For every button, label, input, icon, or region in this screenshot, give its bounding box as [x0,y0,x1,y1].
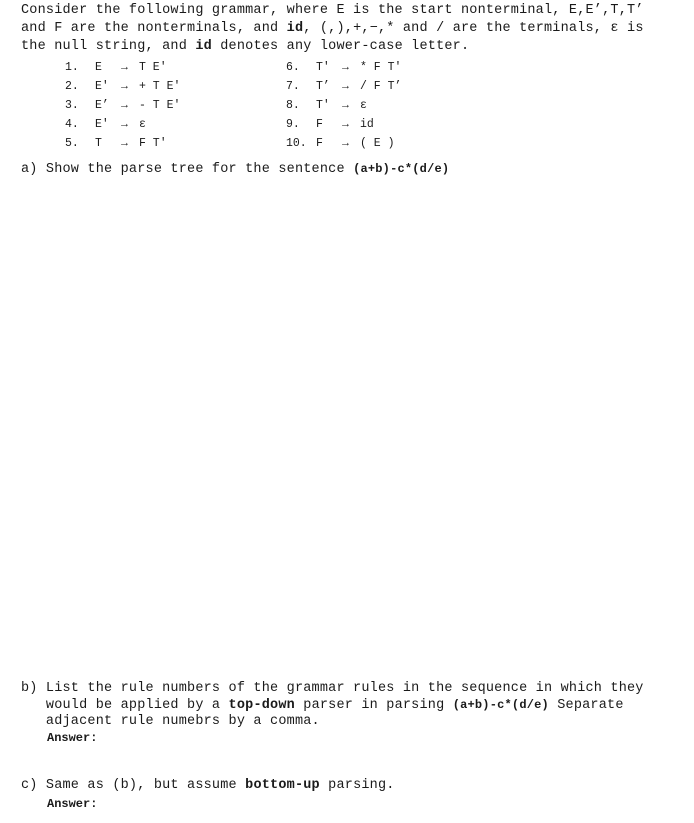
question-b-line-3: adjacent rule numebrs by a comma. [21,714,320,729]
grammar-rule: 9. F → id [286,118,374,131]
question-a [21,161,449,178]
question-b-line-2e: Separate [548,698,624,713]
intro-paragraph [21,2,644,56]
arrow-icon: → [342,137,349,150]
intro-line-3a: the null string, and [21,39,196,54]
grammar-rule: 2. E' → + T E' [65,80,181,93]
grammar-rule: 8. T' → ε [286,99,367,112]
question-b-line-2c: parser in parsing [294,698,453,713]
arrow-icon: → [121,137,128,150]
arrow-icon: → [342,80,349,93]
arrow-icon: → [342,118,349,131]
grammar-rule: 10. F → ( E ) [286,137,395,150]
question-c-line-1a: c) Same as (b), but assume [21,778,246,793]
question-c-bottom-up: bottom-up [245,778,320,793]
question-b [21,681,644,730]
question-c [21,778,395,794]
grammar-rule: 3. E’ → - T E' [65,99,181,112]
arrow-icon: → [121,61,128,74]
question-b-line-2a: would be applied by a [21,698,229,713]
arrow-icon: → [121,80,128,93]
question-b-expression: (a+b)-c*(d/e) [452,698,549,712]
intro-line-1: Consider the following grammar, where E is the start nonterminal, E,E’,T,T’ [21,3,644,18]
question-b-top-down: top-down [228,698,295,713]
grammar-rule: 5. T → F T' [65,137,167,150]
intro-id-bold-1: id [286,21,304,36]
intro-line-2a: and F are the nonterminals, and [21,21,287,36]
grammar-rule: 6. T' → * F T' [286,61,402,74]
intro-id-bold-2: id [195,39,212,54]
question-a-expression: (a+b)-c*(d/e) [353,162,450,176]
arrow-icon: → [342,99,349,112]
question-c-answer-label: Answer: [47,797,98,811]
grammar-rule: 1. E → T E' [65,61,167,74]
arrow-icon: → [121,99,128,112]
question-a-text: a) Show the parse tree for the sentence [21,162,354,177]
intro-line-2c: , (,),+,−,* and / are the terminals, ε is [303,21,644,36]
grammar-rule: 7. T’ → / F T’ [286,80,402,93]
grammar-rule: 4. E' → ε [65,118,146,131]
question-b-answer-label: Answer: [47,731,98,745]
intro-line-3c: denotes any lower-case letter. [211,39,470,54]
question-c-line-1c: parsing. [319,778,395,793]
arrow-icon: → [342,61,349,74]
arrow-icon: → [121,118,128,131]
question-b-line-1: b) List the rule numbers of the grammar rules in the sequence in which they [21,681,644,696]
